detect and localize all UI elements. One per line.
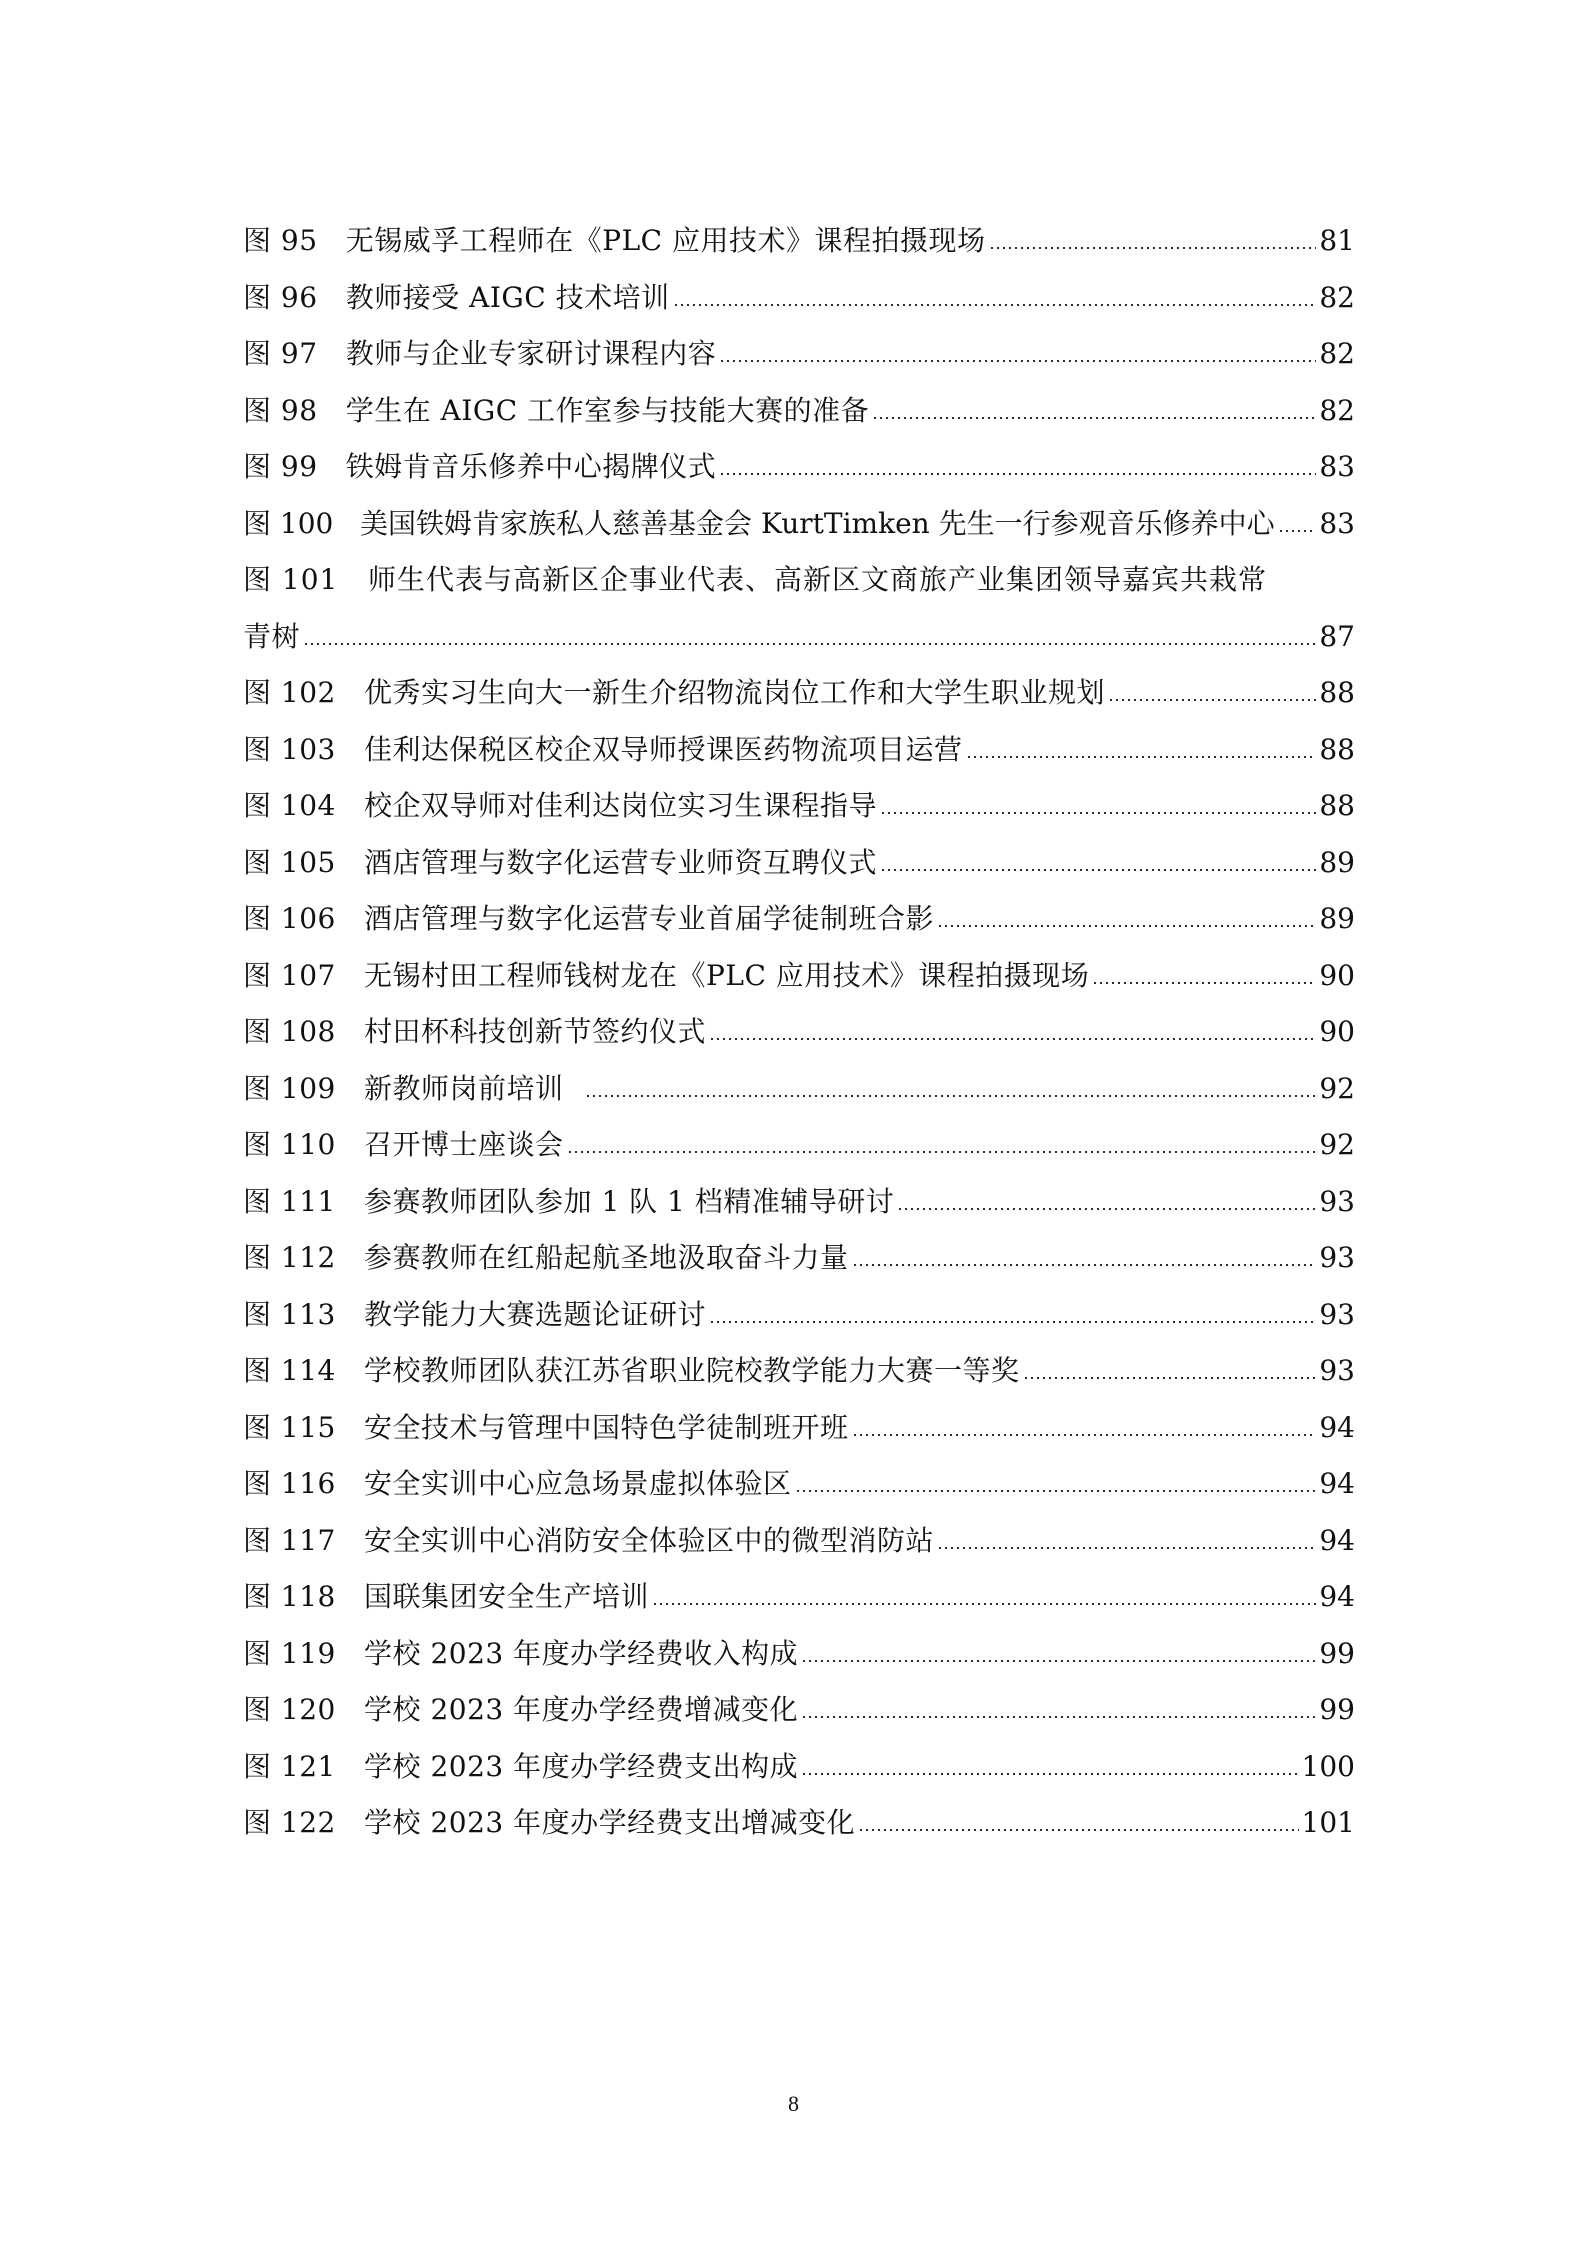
- toc-entry-page: 93: [1319, 1184, 1355, 1218]
- toc-entry[interactable]: [243, 383, 1355, 440]
- toc-entry[interactable]: [243, 1456, 1355, 1513]
- toc-entry-label: 图 103 佳利达保税区校企双导师授课医药物流项目运营: [243, 732, 963, 766]
- toc-entry-page: 93: [1319, 1241, 1355, 1274]
- toc-entry-label: 图 117 安全实训中心消防安全体验区中的微型消防站: [243, 1523, 935, 1557]
- dot-leader: [709, 1321, 1316, 1323]
- toc-entry-label: 图 98 学生在 AIGC 工作室参与技能大赛的准备: [243, 393, 870, 427]
- toc-entry[interactable]: [243, 1117, 1355, 1174]
- toc-entry-label: 图 110 召开博士座谈会: [243, 1128, 564, 1161]
- toc-entry-page: 82: [1319, 393, 1355, 427]
- toc-entry[interactable]: [243, 270, 1355, 327]
- toc-entry-label: 图 108 村田杯科技创新节签约仪式: [243, 1015, 707, 1048]
- dot-leader: [652, 1603, 1316, 1605]
- toc-entry[interactable]: [243, 1569, 1355, 1626]
- dot-leader: [1278, 530, 1317, 532]
- toc-entry-page: 92: [1319, 1128, 1355, 1161]
- toc-entry-page: 83: [1319, 506, 1355, 540]
- dot-leader: [880, 812, 1316, 814]
- toc-entry-page: 89: [1319, 845, 1355, 879]
- toc-entry-page: 94: [1319, 1410, 1355, 1444]
- dot-leader: [880, 869, 1316, 871]
- dot-leader: [1092, 982, 1316, 984]
- toc-entry-label: 图 105 酒店管理与数字化运营专业师资互聘仪式: [243, 845, 878, 879]
- toc-entry-label: 图 115 安全技术与管理中国特色学徒制班开班: [243, 1410, 849, 1444]
- toc-entry-label: 图 121 学校 2023 年度办学经费支出构成: [243, 1749, 799, 1783]
- toc-entry[interactable]: [243, 1174, 1355, 1231]
- toc-entry-label: 图 111 参赛教师团队参加 1 队 1 档精准辅导研讨: [243, 1184, 895, 1218]
- toc-entry[interactable]: [243, 891, 1355, 948]
- toc-entry[interactable]: [243, 665, 1355, 722]
- toc-entry[interactable]: [243, 439, 1355, 496]
- toc-entry-label: 图 114 学校教师团队获江苏省职业院校教学能力大赛一等奖: [243, 1354, 1020, 1387]
- toc-entry[interactable]: [243, 1400, 1355, 1457]
- toc-entry-page: 88: [1319, 676, 1355, 709]
- toc-entry-page: 100: [1301, 1749, 1355, 1783]
- toc-entry-label: 图 100 美国铁姆肯家族私人慈善基金会 KurtTimken 先生一行参观音乐修养中心: [243, 506, 1275, 540]
- toc-entry[interactable]: [243, 1739, 1355, 1796]
- toc-entry[interactable]: [243, 1343, 1355, 1400]
- dot-leader: [872, 417, 1316, 419]
- dot-leader: [801, 1660, 1316, 1662]
- toc-entry-label: 图 109 新教师岗前培训: [243, 1071, 583, 1105]
- toc-entry-page: 93: [1319, 1297, 1355, 1331]
- toc-entry-page: 81: [1319, 224, 1355, 257]
- toc-entry-page: 89: [1319, 902, 1355, 935]
- toc-entry-label: 图 95 无锡威孚工程师在《PLC 应用技术》课程拍摄现场: [243, 224, 986, 257]
- toc-entry-label: 图 118 国联集团安全生产培训: [243, 1580, 650, 1613]
- page-number: 8: [788, 2091, 799, 2116]
- toc-entry[interactable]: [243, 552, 1355, 609]
- toc-entry[interactable]: [243, 1513, 1355, 1570]
- dot-leader: [937, 1547, 1316, 1549]
- dot-leader: [795, 1490, 1317, 1492]
- toc-entry[interactable]: [243, 835, 1355, 892]
- toc-entry-page: 90: [1319, 958, 1355, 992]
- dot-leader: [585, 1095, 1316, 1097]
- toc-entry-label: 图 99 铁姆肯音乐修养中心揭牌仪式: [243, 450, 717, 483]
- toc-entry-page: 82: [1319, 337, 1355, 370]
- toc-entry-page: 92: [1319, 1071, 1355, 1105]
- dot-leader: [709, 1038, 1316, 1040]
- dot-leader: [801, 1716, 1316, 1718]
- toc-entry-label: 图 107 无锡村田工程师钱树龙在《PLC 应用技术》课程拍摄现场: [243, 958, 1090, 992]
- dot-leader: [897, 1208, 1316, 1210]
- toc-entry-label: 图 116 安全实训中心应急场景虚拟体验区: [243, 1467, 792, 1500]
- toc-entry[interactable]: [243, 213, 1355, 270]
- toc-entry-label: 图 119 学校 2023 年度办学经费收入构成: [243, 1636, 799, 1670]
- dot-leader: [719, 360, 1316, 362]
- toc-entry-label: 图 113 教学能力大赛选题论证研讨: [243, 1297, 707, 1331]
- toc-entry[interactable]: [243, 778, 1355, 835]
- toc-entry-page: 94: [1319, 1467, 1355, 1500]
- dot-leader: [966, 756, 1317, 758]
- toc-entry-page: 88: [1319, 789, 1355, 822]
- toc-entry-label: 图 97 教师与企业专家研讨课程内容: [243, 337, 717, 370]
- dot-leader: [989, 247, 1317, 249]
- toc-entry[interactable]: [243, 1626, 1355, 1683]
- dot-leader: [567, 1151, 1317, 1153]
- toc-entry-label: 图 102 优秀实习生向大一新生介绍物流岗位工作和大学生职业规划: [243, 676, 1106, 709]
- toc-entry-label: 图 120 学校 2023 年度办学经费增减变化: [243, 1693, 799, 1726]
- toc-entry-page: 94: [1319, 1523, 1355, 1557]
- dot-leader: [852, 1264, 1317, 1266]
- toc-entry[interactable]: [243, 1061, 1355, 1118]
- table-of-figures: [243, 213, 1355, 1852]
- toc-entry-page: 99: [1319, 1693, 1355, 1726]
- toc-entry-page: 83: [1319, 450, 1355, 483]
- toc-entry[interactable]: [243, 1682, 1355, 1739]
- dot-leader: [1023, 1377, 1317, 1379]
- toc-entry-page: 88: [1319, 732, 1355, 766]
- toc-entry[interactable]: [243, 1287, 1355, 1344]
- toc-entry-label: 图 96 教师接受 AIGC 技术培训: [243, 280, 670, 314]
- toc-entry-page: 93: [1319, 1354, 1355, 1387]
- toc-entry[interactable]: [243, 1795, 1355, 1852]
- toc-entry[interactable]: [243, 496, 1355, 553]
- toc-entry-page: 101: [1301, 1806, 1355, 1839]
- toc-entry[interactable]: [243, 1004, 1355, 1061]
- toc-entry[interactable]: [243, 326, 1355, 383]
- toc-entry-page: 87: [1319, 619, 1355, 653]
- toc-entry-label: 图 104 校企双导师对佳利达岗位实习生课程指导: [243, 789, 878, 822]
- toc-entry[interactable]: [243, 948, 1355, 1005]
- dot-leader: [719, 473, 1316, 475]
- toc-entry-label: 图 101 师生代表与高新区企事业代表、高新区文商旅产业集团领导嘉宾共栽常: [243, 563, 1268, 596]
- toc-entry-page: 99: [1319, 1636, 1355, 1670]
- toc-entry-label: 图 112 参赛教师在红船起航圣地汲取奋斗力量: [243, 1241, 849, 1274]
- dot-leader: [937, 925, 1316, 927]
- dot-leader: [673, 304, 1317, 306]
- toc-entry[interactable]: [243, 722, 1355, 779]
- toc-entry[interactable]: [243, 1230, 1355, 1287]
- dot-leader: [1108, 699, 1316, 701]
- dot-leader: [801, 1773, 1298, 1775]
- dot-leader: [858, 1829, 1298, 1831]
- toc-entry-page: 82: [1319, 280, 1355, 314]
- dot-leader: [852, 1434, 1317, 1436]
- toc-entry-continuation[interactable]: [243, 609, 1355, 666]
- toc-entry-label: 图 106 酒店管理与数字化运营专业首届学徒制班合影: [243, 902, 935, 935]
- toc-entry-page: 94: [1319, 1580, 1355, 1613]
- dot-leader: [303, 643, 1316, 645]
- toc-entry-page: 90: [1319, 1015, 1355, 1048]
- toc-entry-label: 图 122 学校 2023 年度办学经费支出增减变化: [243, 1806, 856, 1839]
- toc-entry-label-continuation: 青树: [243, 619, 301, 653]
